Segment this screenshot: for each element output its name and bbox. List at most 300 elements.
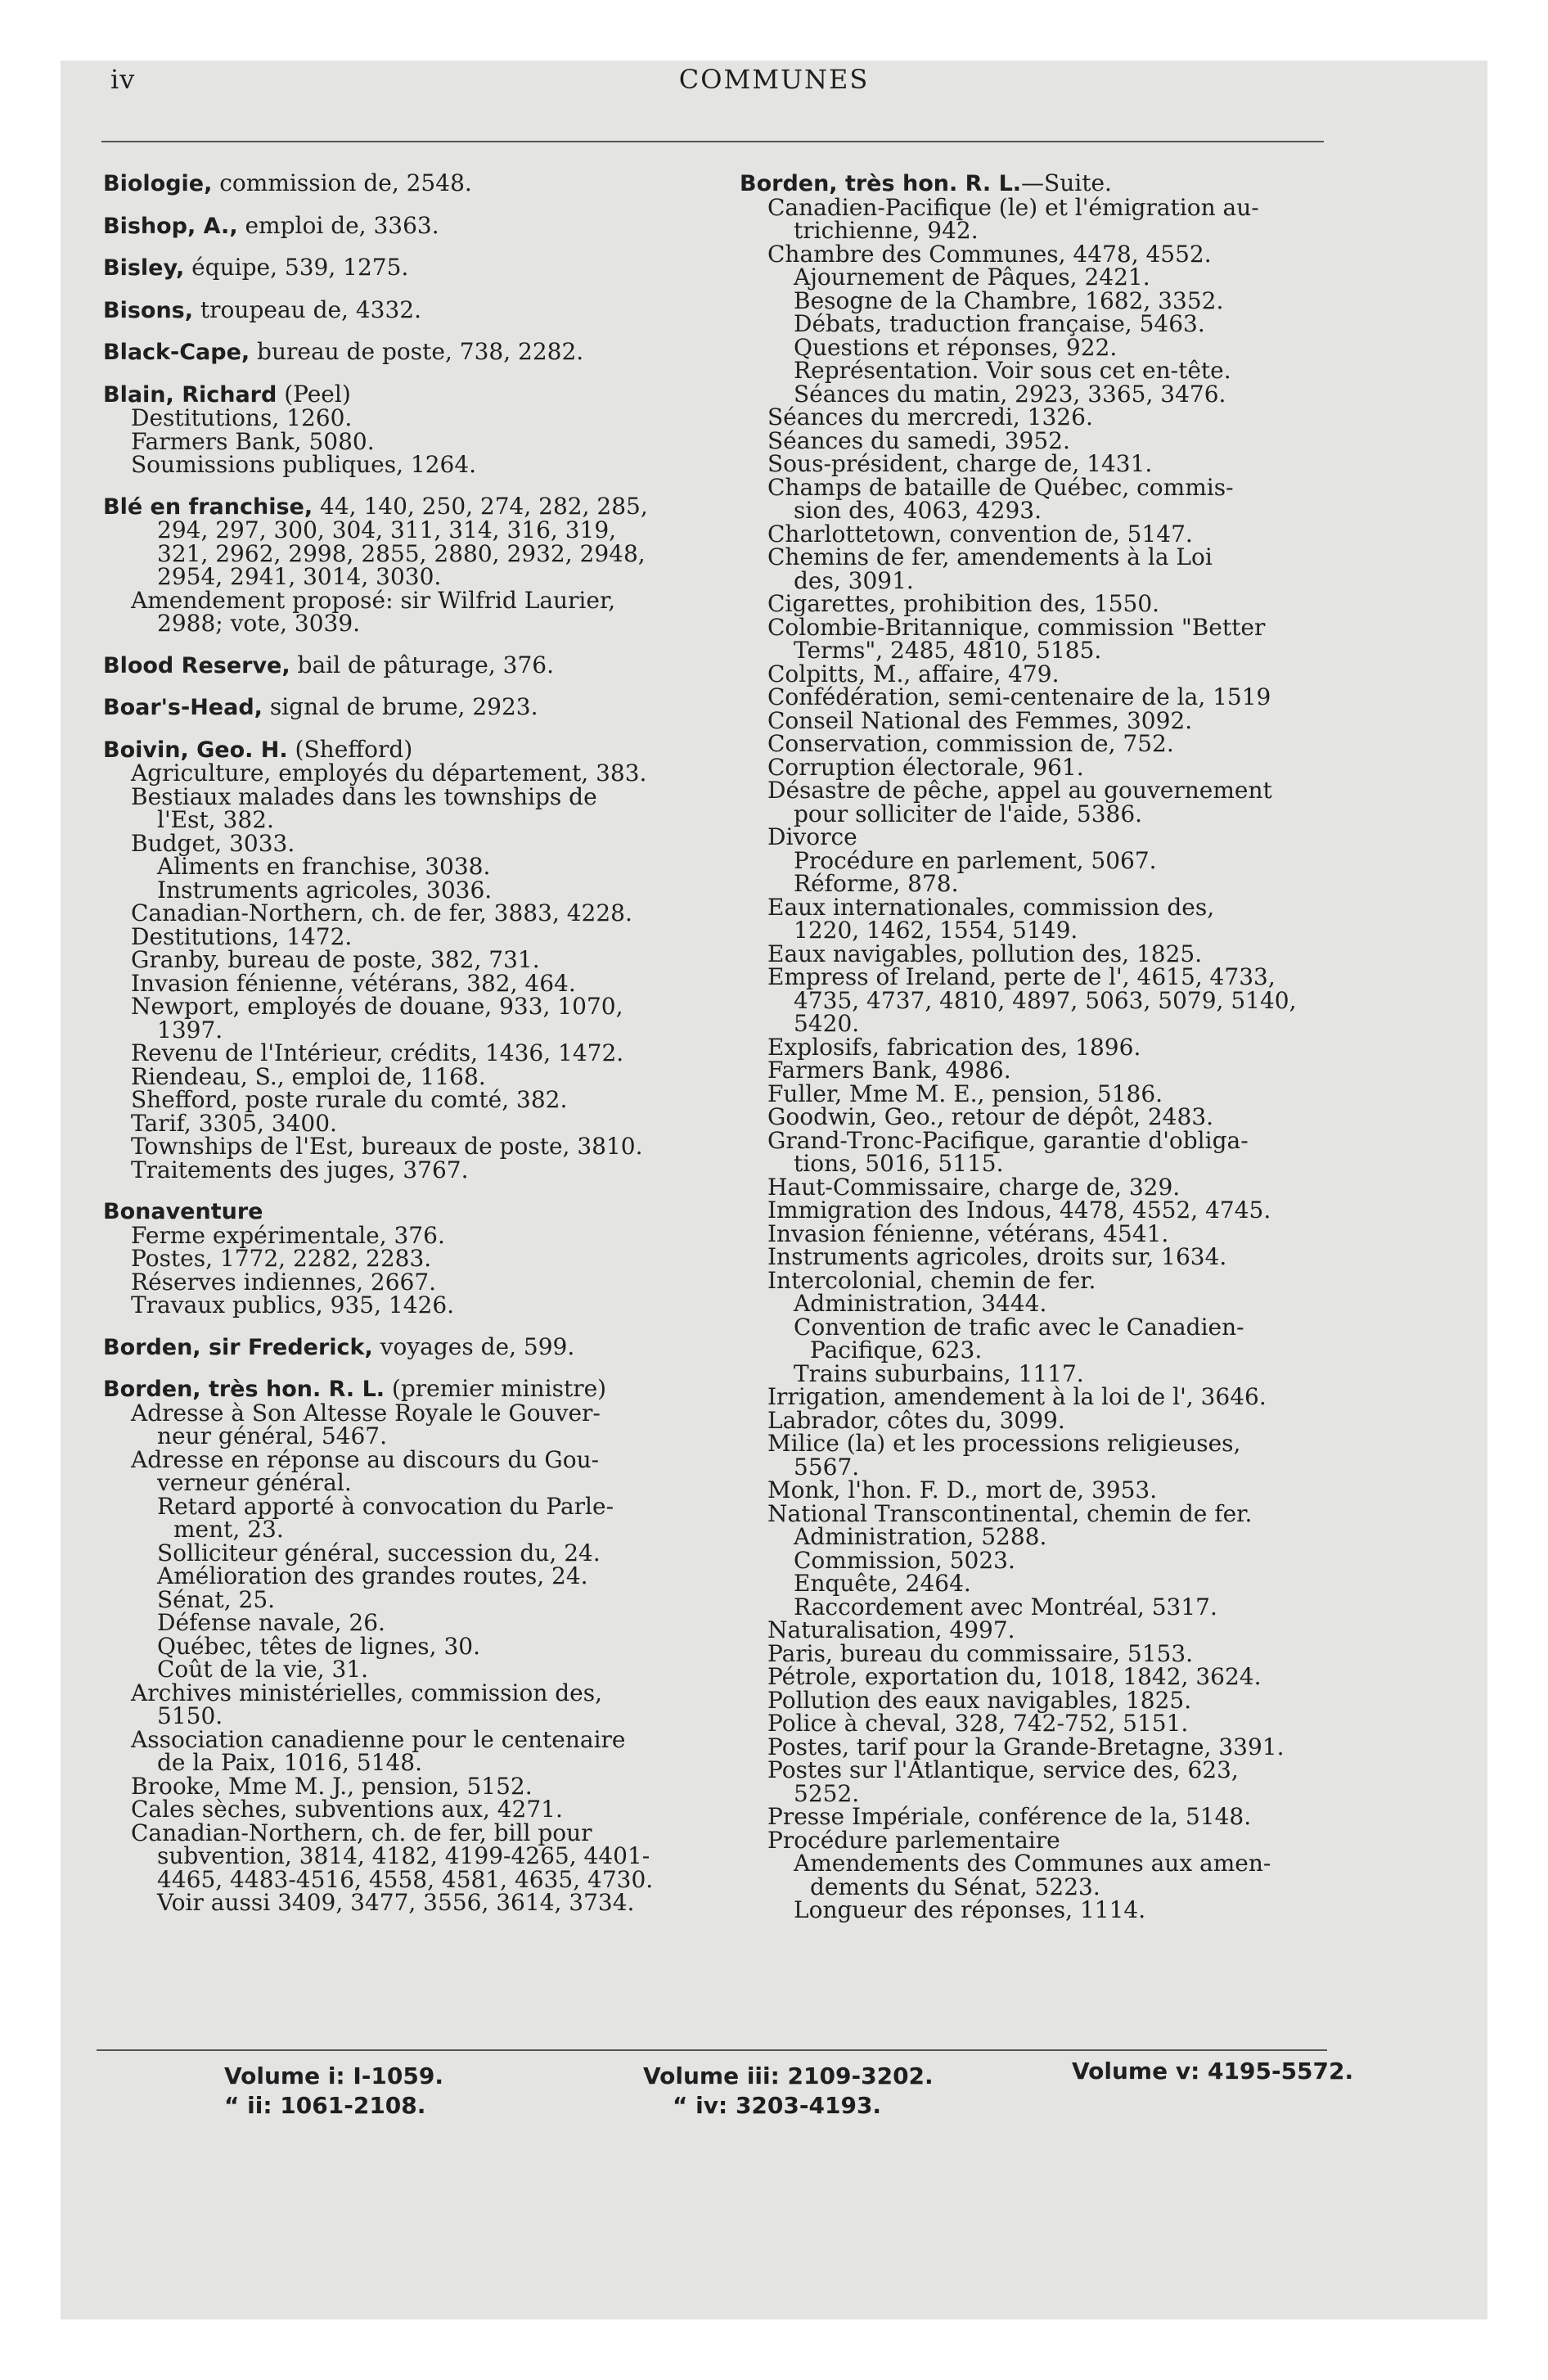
index-subentry [740,1593,1394,1620]
footer-rule [97,2049,1327,2051]
index-entry [103,1332,709,1360]
entry-text: neur général, 5467. [157,1422,388,1449]
index-subentry [740,240,1394,268]
index-subentry [740,1359,1394,1387]
index-subentry [103,1585,709,1613]
entry-text: Explosifs, fabrication des, 1896. [767,1033,1141,1061]
index-entry [103,256,709,281]
index-subentry [740,1639,1394,1667]
index-entry [103,340,709,365]
index-subentry [740,1012,1394,1036]
index-subentry [740,1336,1394,1364]
entry-text: Réforme, 878. [794,870,959,897]
index-subentry [103,876,709,904]
entry-text: Divorce [767,823,857,850]
entry-text: Séances du samedi, 3952. [767,426,1070,454]
entry-text: Postes, tarif pour la Grande-Bretagne, 3391. [767,1733,1285,1760]
index-subentry [740,426,1394,454]
index-subentry [740,1572,1394,1596]
index-subentry [740,613,1394,641]
entry-text: Coût de la vie, 31. [157,1656,369,1683]
index-subentry [740,1080,1394,1107]
index-subentry [103,1611,709,1635]
entry-text: Monk, l'hon. F. D., mort de, 3953. [767,1476,1158,1503]
entry-text: Procédure en parlement, 5067. [794,846,1157,874]
entry-text: Séances du matin, 2923, 3365, 3476. [794,380,1226,408]
index-subentry [103,1109,709,1137]
entry-spacer [103,1182,709,1200]
entry-text: Procédure parlementaire [767,1826,1060,1854]
entry-text: Bestiaux malades dans les townships de [131,782,597,810]
index-subentry [740,1756,1394,1783]
entry-text: 1397. [157,1016,223,1044]
entry-text: Séances du mercredi, 1326. [767,403,1093,430]
entry-text: —Suite. [1021,169,1112,196]
index-entry [103,651,709,678]
index-subentry [103,995,709,1019]
index-subentry [740,499,1394,523]
entry-text: Farmers Bank, 4986. [767,1057,1011,1084]
entry-heading: Biologie, [103,171,213,196]
entry-text: Empress of Ireland, perte de l', 4615, 4733, [767,963,1276,990]
index-subentry [103,1268,709,1296]
entry-text: verneur général. [157,1469,352,1496]
entry-text: Revenu de l'Intérieur, crédits, 1436, 1472. [131,1039,624,1066]
index-subentry [740,380,1394,408]
entry-text: Canadian-Northern, ch. de fer, 3883, 4228. [131,899,632,926]
index-subentry [103,1562,709,1589]
index-subentry [740,800,1394,827]
index-subentry [740,1173,1394,1201]
entry-text: Cales sèches, subventions aux, 4271. [131,1796,563,1823]
index-subentry [103,1399,709,1427]
entry-text: Adresse à Son Altesse Royale le Gouver- [131,1399,601,1427]
entry-text: Convention de trafic avec le Canadien- [794,1313,1244,1341]
index-subentry [103,1469,709,1496]
entry-text: Cigarettes, prohibition des, 1550. [767,590,1160,617]
entry-text: Canadian-Northern, ch. de fer, bill pour [131,1819,592,1846]
index-entry [103,1200,709,1224]
entry-text: Naturalisation, 4997. [767,1616,1015,1643]
entry-text: Instruments agricoles, 3036. [157,876,493,904]
entry-text: Eaux navigables, pollution des, 1825. [767,940,1203,967]
index-subentry [103,1751,709,1775]
entry-text: bureau de poste, 738, 2282. [250,338,584,365]
entry-text: 44, 140, 250, 274, 282, 285, [313,492,648,520]
entry-text: Riendeau, S., emploi de, 1168. [131,1062,486,1090]
entry-text: Budget, 3033. [131,829,295,857]
index-subentry [103,1819,709,1846]
entry-text: Solliciteur général, succession du, 24. [157,1539,601,1566]
index-subentry [740,639,1394,663]
entry-text: Amendements des Communes aux amen- [794,1850,1271,1877]
entry-text: Désastre de pêche, appel au gouvernement [767,777,1272,804]
entry-text: Archives ministérielles, commission des, [131,1679,603,1706]
entry-text: Trains suburbains, 1117. [794,1359,1084,1387]
index-subentry [740,520,1394,548]
index-subentry [740,1406,1394,1434]
index-subentry [103,1221,709,1249]
index-subentry [103,1039,709,1066]
entry-text: Amendement proposé: sir Wilfrid Laurier, [131,586,616,614]
entry-text: Terms", 2485, 4810, 5185. [794,637,1102,664]
entry-text: Brooke, Mme M. J., pension, 5152. [131,1772,533,1800]
entry-text: Police à cheval, 328, 742-752, 5151. [767,1710,1189,1737]
entry-heading: Blain, Richard [103,381,277,408]
index-subentry [103,1247,709,1271]
entry-heading: Bisley, [103,255,185,281]
index-subentry [740,266,1394,290]
entry-text: (Peel) [277,380,351,408]
index-subentry [103,539,709,567]
index-subentry [740,1476,1394,1503]
entry-text: Destitutions, 1472. [131,922,353,950]
index-subentry [740,1546,1394,1574]
entry-text: Confédération, semi-centenaire de la, 1519 [767,683,1271,710]
entry-text: (premier ministre) [385,1375,607,1402]
entry-text: Instruments agricoles, droits sur, 1634. [767,1243,1227,1270]
entry-text: Labrador, côtes du, 3099. [767,1406,1065,1434]
entry-text: commission de, 2548. [212,169,472,196]
index-subentry [740,1733,1394,1760]
entry-text: 2988; vote, 3039. [157,610,361,637]
index-subentry [740,1432,1394,1456]
entry-heading: Black-Cape, [103,340,250,365]
entry-text: Destitutions, 1260. [131,404,353,431]
entry-text: Goodwin, Geo., retour de dépôt, 2483. [767,1103,1214,1130]
index-subentry [103,1086,709,1113]
index-subentry [740,566,1394,594]
entry-text: Ajournement de Pâques, 2421. [794,264,1150,291]
entry-text: Québec, têtes de lignes, 30. [157,1632,480,1660]
index-subentry [103,612,709,636]
entry-text: Pétrole, exportation du, 1018, 1842, 3624. [767,1663,1262,1690]
index-subentry [103,1891,709,1915]
entry-text: Paris, bureau du commissaire, 5153. [767,1639,1194,1667]
index-subentry [740,1219,1394,1247]
index-subentry [103,563,709,590]
index-subentry [740,1523,1394,1550]
index-entry [103,693,709,720]
entry-text: signal de brume, 2923. [262,693,538,720]
entry-text: Traitements des juges, 3767. [131,1156,469,1183]
entry-text: Postes, 1772, 2282, 2283. [131,1245,432,1272]
index-subentry [740,1199,1394,1223]
entry-text: Administration, 3444. [794,1290,1047,1317]
index-entry [103,211,709,239]
entry-heading: Borden, sir Frederick, [103,1334,373,1360]
volume-range-5: Volume v: 4195-5572. [1072,2058,1354,2085]
entry-text: Farmers Bank, 5080. [131,427,375,455]
volume-range-3: Volume iii: 2109-3202. [643,2062,934,2089]
entry-heading: Boar's-Head, [103,695,263,720]
entry-text: troupeau de, 4332. [193,295,422,323]
index-subentry [740,193,1394,221]
index-subentry [740,1712,1394,1736]
entry-text: Débats, traduction française, 5463. [794,310,1205,337]
index-subentry [103,1679,709,1706]
index-subentry [103,1016,709,1044]
entry-heading: Borden, très hon. R. L. [103,1377,385,1402]
entry-text: subvention, 3814, 4182, 4199-4265, 4401- [157,1842,650,1869]
entry-text: sion des, 4063, 4293. [794,497,1042,524]
entry-text: 4735, 4737, 4810, 4897, 5063, 5079, 5140, [794,986,1297,1014]
index-entry [103,1377,709,1402]
index-subentry [740,893,1394,921]
volume-range-1: Volume i: I-1059. [224,2062,443,2089]
entry-text: Soumissions publiques, 1264. [131,451,477,478]
entry-text: Aliments en franchise, 3038. [157,853,491,880]
index-subentry [740,310,1394,337]
entry-text: Commission, 5023. [794,1546,1015,1574]
entry-text: pour solliciter de l'aide, 5386. [794,800,1143,827]
entry-text: Association canadienne pour le centenaire [131,1725,626,1753]
entry-text: 1220, 1462, 1554, 5149. [794,917,1078,944]
entry-text: ment, 23. [173,1516,284,1543]
index-subentry [740,732,1394,756]
volume-range-2: “ ii: 1061-2108. [224,2092,426,2119]
entry-text: Townships de l'Est, bureaux de poste, 3810. [131,1133,643,1160]
index-subentry [740,660,1394,687]
entry-text: Grand-Tronc-Pacifique, garantie d'obliga- [767,1126,1249,1154]
entry-text: 4465, 4483-4516, 4558, 4581, 4635, 4730. [157,1865,654,1893]
index-subentry [103,1725,709,1753]
index-subentry [103,855,709,879]
index-subentry [103,1422,709,1449]
entry-spacer [103,365,709,383]
entry-text: Charlottetown, convention de, 5147. [767,520,1193,548]
entry-text: Représentation. Voir sous cet en-tête. [794,357,1231,384]
index-subentry [740,590,1394,617]
page-number: iv [110,64,136,95]
index-subentry [103,516,709,543]
entry-text: Ferme expérimentale, 376. [131,1221,445,1249]
entry-text: tions, 5016, 5115. [794,1150,1004,1177]
entry-text: 5567. [794,1453,860,1481]
index-subentry [740,219,1394,243]
index-subentry [740,286,1394,314]
index-subentry [103,806,709,833]
index-subentry [740,919,1394,943]
index-entry [103,492,709,520]
index-subentry [103,1539,709,1566]
index-subentry [740,1103,1394,1130]
entry-text: 2954, 2941, 3014, 3030. [157,563,442,590]
entry-text: Newport, employés de douane, 933, 1070, [131,993,623,1020]
index-subentry [740,1663,1394,1690]
entry-text: Colpitts, M., affaire, 479. [767,660,1060,687]
entry-text: Intercolonial, chemin de fer. [767,1266,1096,1294]
entry-text: Presse Impériale, conférence de la, 5148. [767,1803,1252,1830]
index-subentry [740,359,1394,383]
entry-text: l'Est, 382. [157,806,274,833]
entry-text: Granby, bureau de poste, 382, 731. [131,946,540,973]
entry-text: Eaux internationales, commission des, [767,893,1215,921]
index-subentry [103,782,709,810]
index-subentry [740,1059,1394,1083]
index-subentry [740,1033,1394,1061]
index-subentry [740,1852,1394,1876]
page-title: COMMUNES [678,64,870,95]
entry-text: Travaux publics, 935, 1426. [131,1291,455,1318]
entry-text: Conservation, commission de, 752. [767,730,1174,757]
entry-text: Administration, 5288. [794,1523,1047,1550]
entry-text: National Transcontinental, chemin de fer. [767,1499,1253,1527]
index-entry [103,295,709,323]
index-subentry [103,586,709,614]
entry-text: Questions et réponses, 922. [794,333,1118,361]
entry-text: Chambre des Communes, 4478, 4552. [767,240,1212,268]
entry-text: de la Paix, 1016, 5148. [157,1749,422,1776]
index-subentry [740,473,1394,501]
entry-heading: Blé en franchise, [103,494,313,520]
index-subentry [103,404,709,431]
volume-range-4: “ iv: 3203-4193. [673,2092,882,2119]
entry-text: Adresse en réponse au discours du Gou- [131,1445,600,1473]
index-subentry [740,1383,1394,1410]
entry-heading: Bisons, [103,297,194,323]
index-subentry [740,403,1394,430]
entry-text: Canadien-Pacifique (le) et l'émigration au- [767,193,1259,221]
entry-text: bail de pâturage, 376. [290,651,554,678]
index-subentry [740,846,1394,874]
index-subentry [740,1292,1394,1316]
index-subentry [103,453,709,477]
index-subentry [103,1702,709,1729]
index-subentry [740,940,1394,967]
index-subentry [103,1135,709,1159]
entry-text: Sous-président, charge de, 1431. [767,450,1153,477]
index-subentry [103,1865,709,1893]
index-subentry [103,1798,709,1822]
entry-text: Corruption électorale, 961. [767,753,1084,781]
entry-heading: Borden, très hon. R. L. [740,171,1022,196]
entry-text: Raccordement avec Montréal, 5317. [794,1593,1217,1620]
index-subentry [740,1896,1394,1923]
index-subentry [740,1873,1394,1900]
entry-text: Agriculture, employés du département, 383. [131,760,647,787]
index-subentry [740,1453,1394,1481]
entry-text: Réserves indiennes, 2667. [131,1268,437,1296]
entry-text: 5150. [157,1702,223,1729]
index-subentry [740,1243,1394,1270]
index-subentry [103,946,709,973]
entry-heading: Boivin, Geo. H. [103,737,288,763]
entry-text: Irrigation, amendement à la loi de l', 3646. [767,1383,1267,1410]
index-subentry [740,1779,1394,1807]
entry-text: 5252. [794,1779,860,1807]
index-subentry [103,922,709,950]
entry-text: Immigration des Indous, 4478, 4552, 4745. [767,1197,1271,1224]
index-entry [103,169,709,196]
entry-text: Tarif, 3305, 3400. [131,1109,337,1137]
index-subentry [103,1772,709,1800]
entry-text: Amélioration des grandes routes, 24. [157,1562,588,1589]
index-subentry [103,427,709,455]
entry-text: (Shefford) [287,735,413,763]
entry-text: Milice (la) et les processions religieuses, [767,1430,1241,1457]
index-subentry [103,899,709,926]
entry-text: Pacifique, 623. [810,1336,983,1364]
index-subentry [103,1445,709,1473]
index-subentry [740,1126,1394,1154]
entry-text: Haut-Commissaire, charge de, 329. [767,1173,1181,1201]
index-subentry [740,1616,1394,1643]
entry-text: Fuller, Mme M. E., pension, 5186. [767,1080,1163,1107]
entry-text: Invasion fénienne, vétérans, 382, 464. [131,969,576,997]
index-subentry [103,762,709,786]
entry-text: 5420. [794,1010,860,1037]
index-entry [103,380,709,408]
entry-text: Longueur des réponses, 1114. [794,1896,1146,1923]
entry-text: Besogne de la Chambre, 1682, 3352. [794,286,1224,314]
index-subentry [103,1156,709,1183]
entry-text: voyages de, 599. [372,1332,575,1360]
index-subentry [103,1658,709,1682]
index-subentry [740,1266,1394,1294]
entry-text: équipe, 539, 1275. [184,254,409,281]
index-subentry [103,1291,709,1318]
entry-text: Champs de bataille de Québec, commis- [767,473,1234,501]
index-subentry [103,1842,709,1869]
left-column [103,169,709,1916]
entry-text: Retard apporté à convocation du Parle- [157,1492,614,1520]
entry-heading: Blood Reserve, [103,652,290,678]
index-subentry [740,779,1394,803]
index-subentry [740,450,1394,477]
entry-text: emploi de, 3363. [237,211,439,239]
entry-text: 294, 297, 300, 304, 311, 314, 316, 319, [157,516,617,543]
index-subentry [740,1805,1394,1829]
index-subentry [740,683,1394,710]
entry-text: Pollution des eaux navigables, 1825. [767,1686,1192,1714]
index-entry [740,169,1394,196]
index-subentry [740,1152,1394,1176]
index-subentry [103,1492,709,1520]
header-rule [101,141,1324,142]
entry-text: trichienne, 942. [794,217,979,244]
running-head [0,64,1548,97]
entry-text: Conseil National des Femmes, 3092. [767,706,1193,734]
index-subentry [740,872,1394,896]
index-subentry [103,1632,709,1660]
index-subentry [103,1062,709,1090]
entry-text: Défense navale, 26. [157,1609,385,1636]
entry-text: des, 3091. [794,566,914,594]
entry-text: 321, 2962, 2998, 2855, 2880, 2932, 2948, [157,539,646,567]
index-subentry [103,829,709,857]
entry-text: Postes sur l'Atlantique, service des, 623, [767,1756,1239,1783]
entry-text: Shefford, poste rurale du comté, 382. [131,1086,568,1113]
entry-text: Voir aussi 3409, 3477, 3556, 3614, 3734. [157,1889,635,1916]
index-subentry [740,1313,1394,1341]
index-subentry [103,1518,709,1542]
index-subentry [740,333,1394,361]
index-subentry [740,1499,1394,1527]
index-subentry [740,753,1394,781]
index-subentry [740,706,1394,734]
index-subentry [740,963,1394,990]
entry-text: Invasion fénienne, vétérans, 4541. [767,1219,1169,1247]
entry-text: Enquête, 2464. [794,1570,971,1597]
index-subentry [740,543,1394,570]
index-subentry [740,1826,1394,1854]
index-subentry [103,969,709,997]
entry-text: Chemins de fer, amendements à la Loi [767,543,1213,570]
index-subentry [740,1686,1394,1714]
index-subentry [740,986,1394,1014]
index-entry [103,735,709,763]
